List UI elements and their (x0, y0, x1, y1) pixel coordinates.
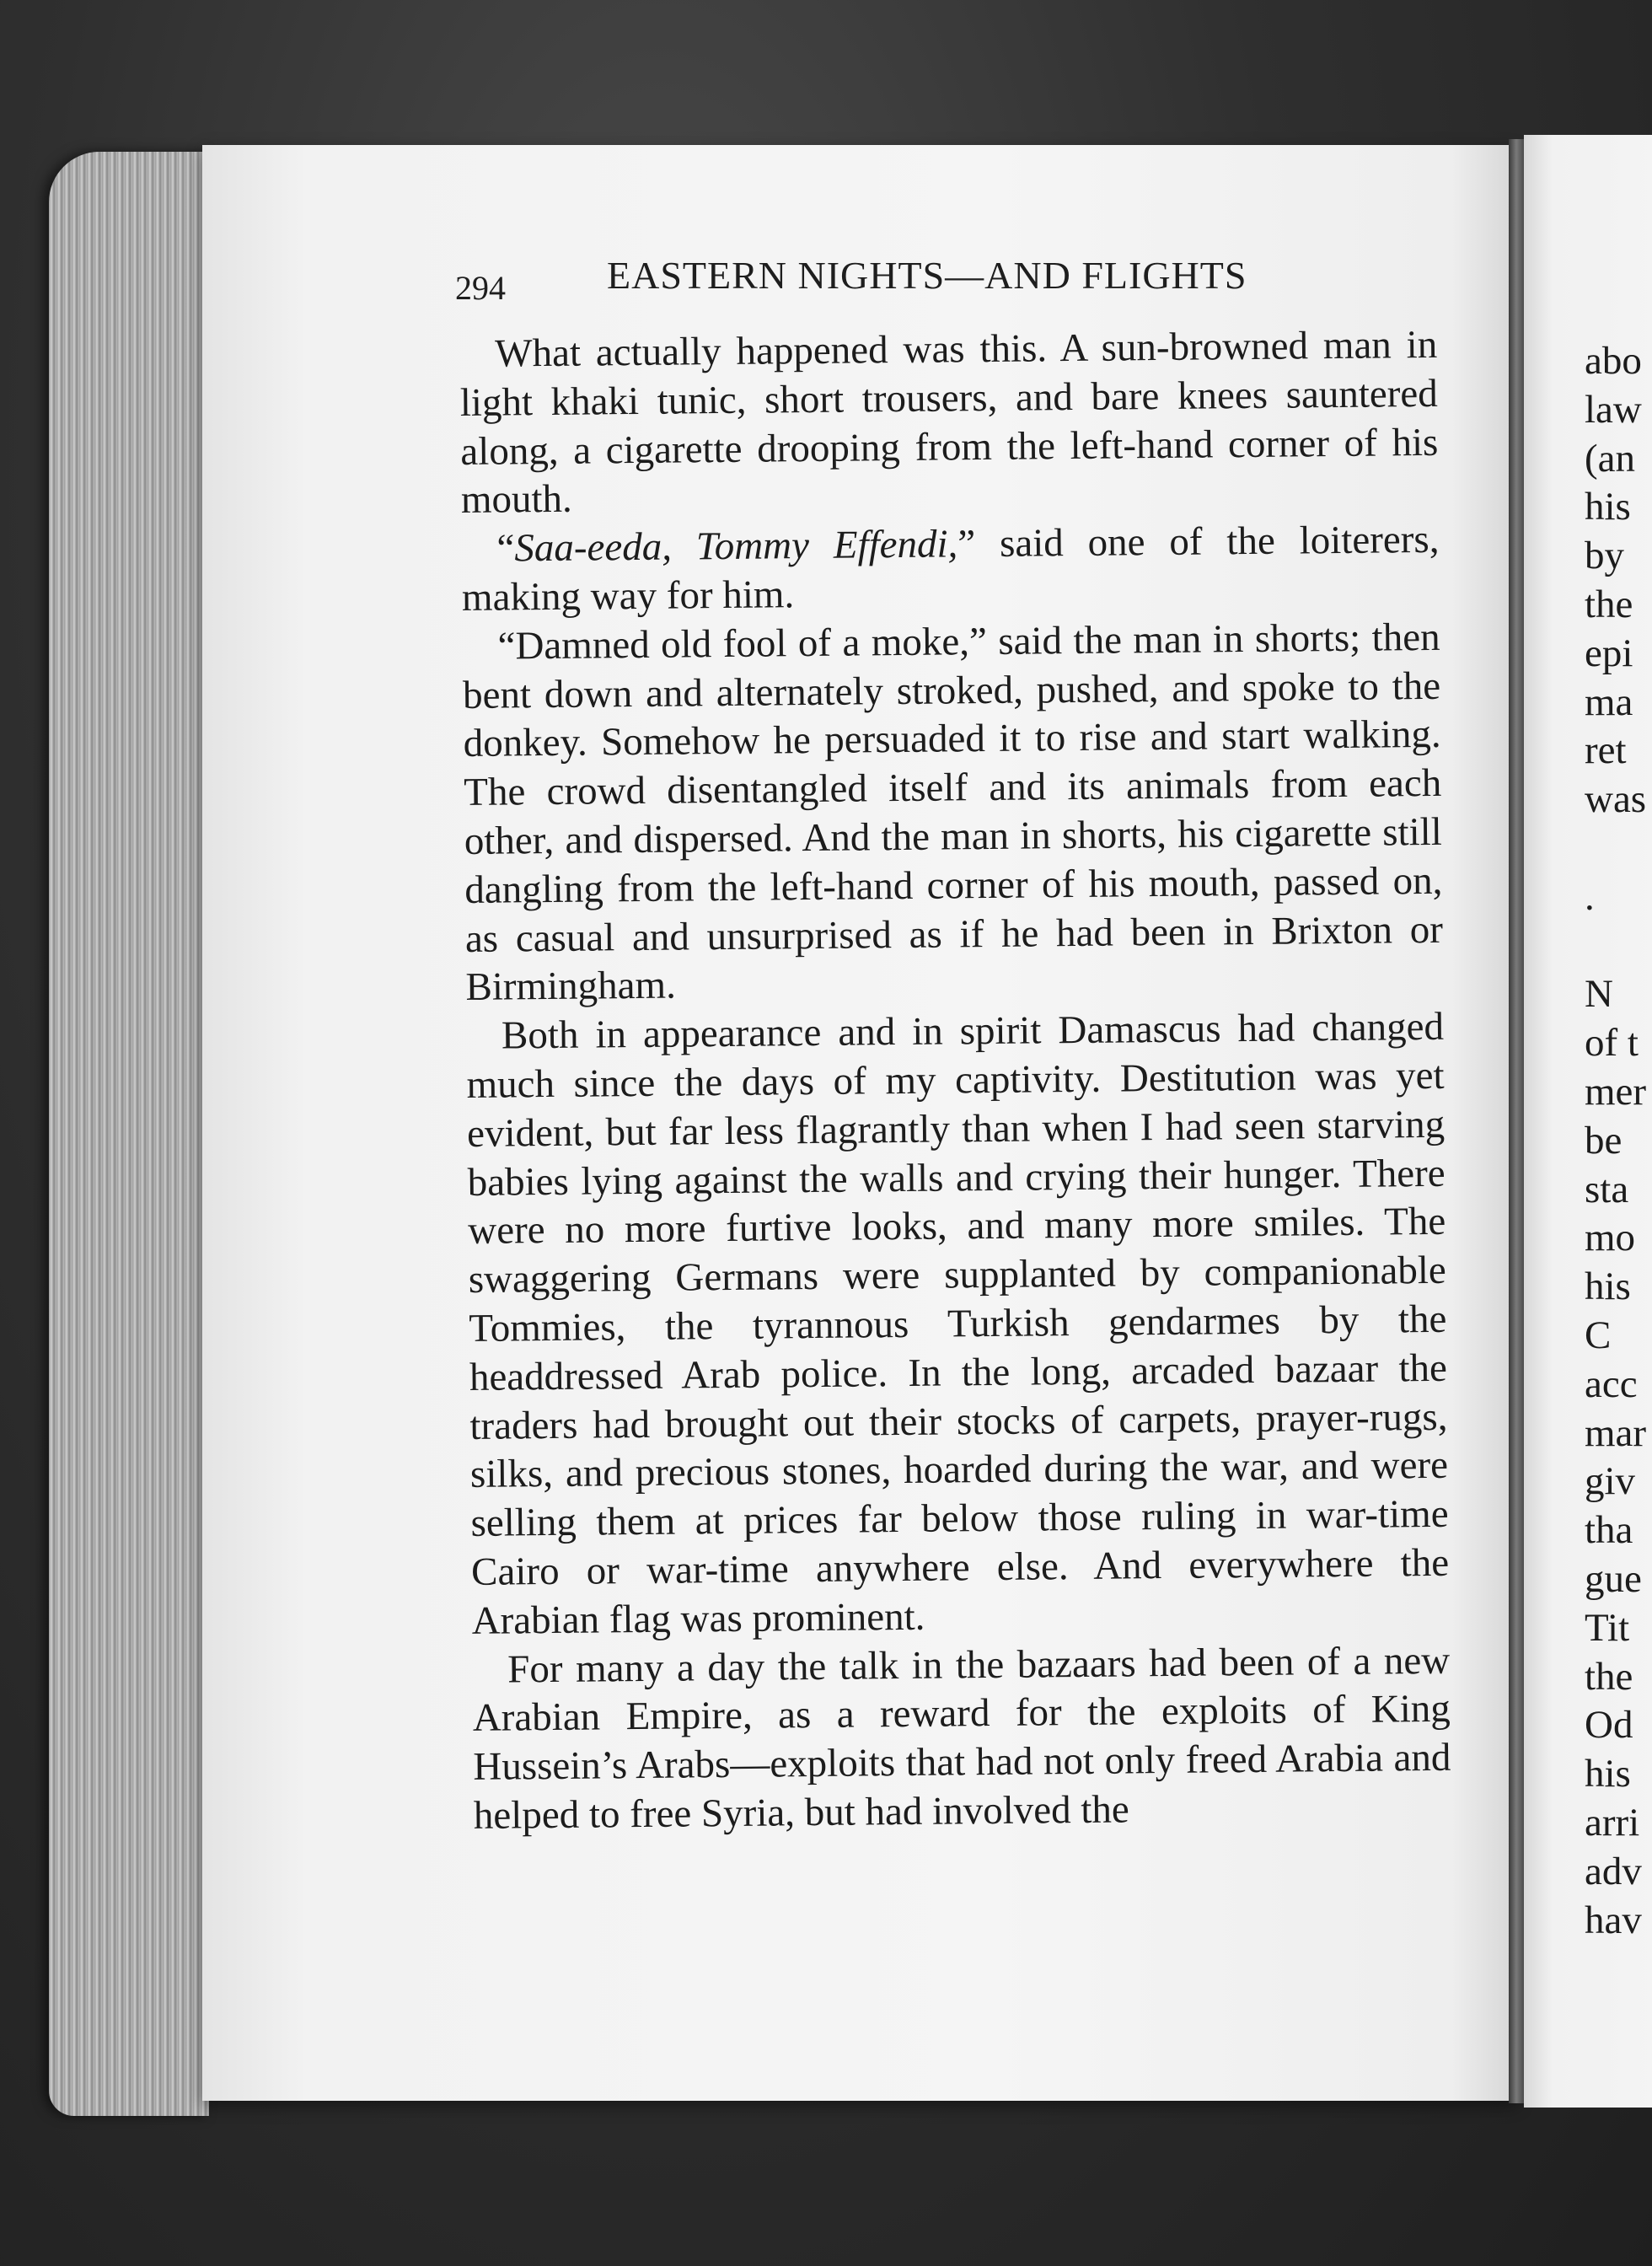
right-page-line: mar (1585, 1410, 1647, 1455)
page-header (455, 253, 1450, 320)
body-text (459, 321, 1451, 1841)
right-page-line: . (1585, 874, 1595, 919)
right-page-line: the (1585, 1654, 1633, 1699)
right-page-line (1585, 922, 1652, 971)
right-page-line: Od (1585, 1703, 1633, 1748)
right-page-line: was (1585, 777, 1647, 822)
page-edges (49, 152, 209, 2116)
right-page-line: epi (1585, 631, 1633, 675)
right-page-line: the (1585, 582, 1633, 626)
right-page-line: N (1585, 972, 1613, 1017)
right-page-line (1585, 824, 1652, 873)
page-number: 294 (455, 269, 506, 307)
quote-italic: Saa-eeda, Tommy Effendi, (514, 522, 958, 571)
quote-open: “ (496, 526, 515, 571)
right-page-line: giv (1585, 1459, 1636, 1504)
right-page-line: arri (1585, 1800, 1640, 1844)
right-page-line: law (1585, 387, 1642, 432)
running-title: EASTERN NIGHTS—AND FLIGHTS (607, 254, 1247, 297)
paragraph: What actually happened was this. A sun-browned man in light khaki tunic, short trousers, and bare knees sauntered along, a cigarette drooping from the left-hand corner of his mouth. (459, 322, 1439, 523)
right-page-line: by (1585, 534, 1624, 578)
right-page-line: acc (1585, 1361, 1638, 1406)
right-page-line: his (1585, 1752, 1631, 1796)
right-page-line: ret (1585, 728, 1627, 773)
quote-rest: ” said one of the loiterers, making way for him. (461, 518, 1440, 620)
right-page-line: (an (1585, 436, 1636, 481)
paragraph: “Damned old fool of a moke,” said the man in shorts; then bent down and alternately stroked, pushed, and spoke to the donkey. Somehow he persuaded it to rise and start walking. The crowd disentangled itself and its animals from each other, and dispersed. And the man in shorts, his cigarette still dangling from the left-hand corner of his mouth, passed on, as casual and unsurprised as if he had been in Brixton or Birmingham. (462, 615, 1444, 1010)
right-page-line: mo (1585, 1216, 1636, 1260)
right-page-line: mer (1585, 1069, 1647, 1114)
right-page-line: his (1585, 1265, 1631, 1309)
paragraph: Both in appearance and in spirit Damascus had changed much since the days of my captivity. Destitution was yet evident, but far less flagrantly than when I had seen starving babies lying against the walls and crying their hunger. There were no more furtive looks, and many more smiles. The swaggering Germans were supplanted by companionable Tommies, the tyrannous Turkish gendarmes by the headdressed Arab police. In the long, arcaded bazaar the traders had brought out their stocks of carpets, prayer-rugs, silks, and precious stones, hoarded during the war, and were selling them at prices far below those ruling in war-time Cairo or war-time anywhere else. And everywhere the Arabian flag was prominent. (466, 1004, 1450, 1643)
right-page-line: his (1585, 485, 1631, 529)
right-page-line: be (1585, 1118, 1622, 1163)
right-page-line: gue (1585, 1556, 1642, 1601)
right-page-text (1585, 337, 1652, 1945)
right-page-line: ma (1585, 679, 1633, 724)
right-page-line: of t (1585, 1021, 1639, 1066)
right-page-line: abo (1585, 339, 1642, 383)
right-page-line: C (1585, 1313, 1612, 1357)
right-page-line: adv (1585, 1849, 1642, 1893)
right-page-line: Tit (1585, 1605, 1630, 1650)
book-gutter (1509, 139, 1524, 2103)
right-page-line: tha (1585, 1508, 1633, 1553)
paragraph: For many a day the talk in the bazaars had been of a new Arabian Empire, as a reward for the exploits of King Hussein’s Arabs—exploits that had not only freed Arabia and helped to free Syria, but had involved the (472, 1638, 1451, 1838)
right-page-line: sta (1585, 1167, 1629, 1211)
paragraph-quote (461, 516, 1440, 623)
right-page-line: hav (1585, 1898, 1642, 1942)
